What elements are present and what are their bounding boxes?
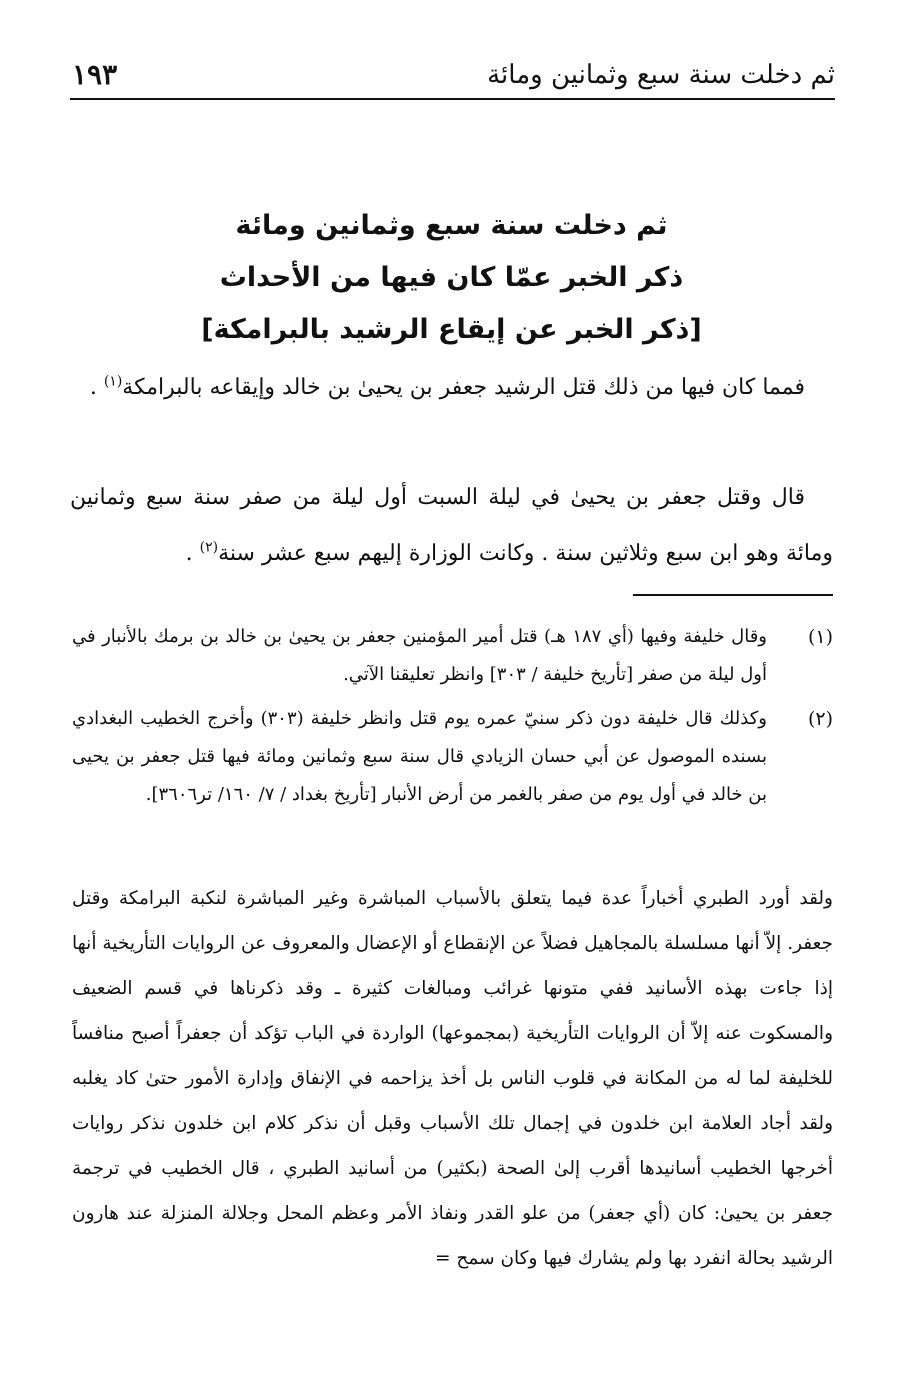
chapter-title: ثم دخلت سنة سبع وثمانين ومائة	[235, 210, 668, 241]
running-header	[70, 54, 835, 100]
paragraph: فمما كان فيها من ذلك قتل الرشيد جعفر بن يحيىٰ بن خالد وإيقاعه بالبرامكة$^{(١)}$ .	[89, 373, 805, 400]
footnote	[72, 618, 833, 694]
footnote-text: وكذلك قال خليفة دون ذكر سنيّ عمره يوم قتل وانظر خليفة (٣٠٣) وأخرج الخطيب البغدادي بسنده الموصول عن أبي حسان الزيادي قال سنة سبع وثمانين ومائة فيها قتل جعفر بن يحيى بن خالد في أول يوم من صفر بالغمر من أرض الأنبار [تأريخ بغداد / ٧/ ١٦٠/ تر٣٦٠٦].	[72, 708, 767, 805]
commentary-note	[72, 876, 833, 1281]
page-number: ١٩٣	[72, 58, 118, 91]
main-text-2	[70, 470, 833, 582]
subsection-title: [ذكر الخبر عن إيقاع الرشيد بالبرامكة]	[201, 314, 702, 345]
footnote-ref[interactable]: (٢)	[199, 539, 219, 556]
commentary-text: ولقد أورد الطبري أخباراً عدة فيما يتعلق بالأسباب المباشرة وغير المباشرة لنكبة البرامكة وقتل جعفر. إلاّ أنها مسلسلة بالمجاهيل فضلاً عن الإنقطاع أو الإعضال والمعروف عن الروايات التأريخية أنها إذا جاءت بهذه الأسانيد ففي متونها غرائب ومبالغات كثيرة ـ وقد ذكرناها في قسم الضعيف والمسكوت عنه إلاّ أن الروايات التأريخية (بمجموعها) الواردة في الباب تؤكد أن جعفراً أصبح منافساً للخليفة لما له من المكانة في قلوب الناس بل أخذ يزاحمه في الإنفاق وإدارة الأمور حتىٰ كاد يغلبه ولقد أجاد العلامة ابن خلدون في إجمال تلك الأسباب وقبل أن نذكر كلام ابن خلدون نذكر روايات أخرجها الخطيب أسانيدها أقرب إلىٰ الصحة (بكثير) من أسانيد الطبري ، قال الخطيب في ترجمة جعفر بن يحيىٰ: كان (أي جعفر) من علو القدر ونفاذ الأمر وعظم المحل وجلالة المنزلة عند هارون الرشيد بحالة انفرد بها ولم يشارك فيها وكان سمح =	[72, 888, 833, 1269]
footnote	[72, 700, 833, 814]
footnote-text: وقال خليفة وفيها (أي ١٨٧ هـ) قتل أمير المؤمنين جعفر بن يحيىٰ بن خالد بن برمك بالأنبار في أول ليلة من صفر [تأريخ خليفة / ٣٠٣] وانظر تعليقنا الآتي.	[72, 626, 767, 685]
chapter-headings	[70, 200, 833, 356]
footnote-ref[interactable]: (١)	[103, 373, 123, 390]
main-text	[70, 360, 833, 416]
footnotes	[72, 618, 833, 820]
running-title: ثم دخلت سنة سبع وثمانين ومائة	[487, 60, 835, 90]
paragraph: قال وقتل جعفر بن يحيىٰ في ليلة السبت أول ليلة من صفر سنة سبع وثمانين ومائة وهو ابن سبع وثلاثين سنة . وكانت الوزارة إليهم سبع عشر سنة$^{(٢)}$ .	[70, 485, 833, 566]
footnote-separator	[633, 594, 833, 596]
footnote-number: (٢)	[807, 708, 833, 730]
footnote-number: (١)	[807, 626, 833, 648]
section-title: ذكر الخبر عمّا كان فيها من الأحداث	[219, 262, 684, 293]
